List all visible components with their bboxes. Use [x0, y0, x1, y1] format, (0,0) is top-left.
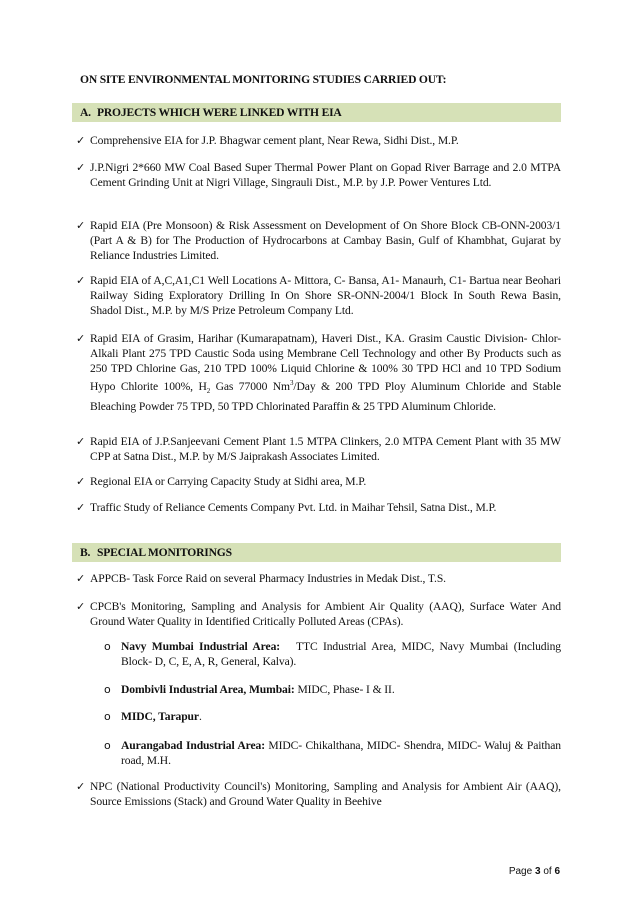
- list-item-text: J.P.Nigri 2*660 MW Coal Based Super Thermal Power Plant on Gopad River Barrage and 2.0 MTPA Cement Grinding Unit at Nigri Village, Singrauli Dist., M.P. by J.P. Power Ventures Ltd.: [90, 161, 561, 189]
- list-item-text: Rapid EIA of J.P.Sanjeevani Cement Plant 1.5 MTPA Clinkers, 2.0 MTPA Cement Plant with 35 MW CPP at Satna Dist., M.P. by M/S Jaiprakash Associates Limited.: [90, 435, 561, 463]
- sub-item-bold: Navy Mumbai Industrial Area:: [121, 640, 281, 653]
- sub-item-text: MIDC- Chikalthana, MIDC- Shendra, MIDC- Waluj & Paithan road, M.H.: [121, 739, 561, 767]
- list-item-text: NPC (National Productivity Council's) Monitoring, Sampling and Analysis for Ambient Air (AAQ), Source Emissions (Stack) and Ground Water Quality in Beehive: [90, 780, 561, 808]
- list-item-text: APPCB- Task Force Raid on several Pharmacy Industries in Medak Dist., T.S.: [90, 572, 446, 585]
- list-item: [76, 779, 561, 809]
- check-icon: ✓: [76, 600, 86, 613]
- check-icon: ✓: [76, 475, 86, 488]
- circle-bullet-icon: o: [104, 710, 111, 723]
- sub-item-bold: MIDC, Tarapur: [121, 710, 199, 723]
- sub-list-item: [104, 639, 564, 669]
- list-item-grasim: [76, 331, 561, 414]
- list-item: [76, 133, 561, 148]
- check-icon: ✓: [76, 332, 86, 345]
- circle-bullet-icon: o: [104, 683, 111, 696]
- check-icon: ✓: [76, 780, 86, 793]
- sub-item-bold: Aurangabad Industrial Area:: [121, 739, 265, 752]
- circle-bullet-icon: o: [104, 739, 111, 752]
- list-item-text: CPCB's Monitoring, Sampling and Analysis for Ambient Air Quality (AAQ), Surface Water And Ground Water Quality in Identified Critically Polluted Areas (CPAs).: [90, 600, 561, 628]
- check-icon: ✓: [76, 134, 86, 147]
- sub-item-text: TTC Industrial Area, MIDC, Navy Mumbai (Including Block- D, C, E, A, R, General, Kalva).: [121, 640, 564, 668]
- page-title: ON SITE ENVIRONMENTAL MONITORING STUDIES CARRIED OUT:: [80, 73, 447, 86]
- sub-list-item: [104, 738, 561, 768]
- circle-bullet-icon: o: [104, 640, 111, 653]
- list-item-text: Regional EIA or Carrying Capacity Study at Sidhi area, M.P.: [90, 475, 367, 488]
- sub-list-item: [104, 709, 561, 724]
- section-b-label: SPECIAL MONITORINGS: [97, 546, 232, 559]
- list-item: [76, 571, 561, 586]
- check-icon: ✓: [76, 274, 86, 287]
- check-icon: ✓: [76, 435, 86, 448]
- section-a-letter: A.: [80, 106, 91, 119]
- list-item: [76, 599, 561, 629]
- list-item-text: Rapid EIA of A,C,A1,C1 Well Locations A- Mittora, C- Bansa, A1- Manaurh, C1- Bartua near Beohari Railway Siding Exploratory Drilling In On Shore SR-ONN-2004/1 Block In South Rewa Basin, Shadol Dist., M.P. by M/S Prize Petroleum Company Ltd.: [90, 274, 561, 317]
- check-icon: ✓: [76, 501, 86, 514]
- section-a-label: PROJECTS WHICH WERE LINKED WITH EIA: [97, 106, 342, 119]
- list-item: [76, 218, 561, 263]
- list-item: [76, 500, 561, 515]
- list-item: [76, 474, 561, 489]
- list-item-text: Traffic Study of Reliance Cements Company Pvt. Ltd. in Maihar Tehsil, Satna Dist., M.P.: [90, 501, 497, 514]
- check-icon: ✓: [76, 572, 86, 585]
- list-item: [76, 273, 561, 318]
- check-icon: ✓: [76, 161, 86, 174]
- check-icon: ✓: [76, 219, 86, 232]
- list-item-text: Rapid EIA of Grasim, Harihar (Kumarapatnam), Haveri Dist., KA. Grasim Caustic Division- Chlor- Alkali Plant 275 TPD Caustic Soda using Membrane Cell Technology and other By Products such as 250 TPD Chlorine Gas, 210 TPD 100% Liquid Chlorine & 100% 30 TPD HCl and 10 TPD Sodium Hypo Chlorite 100%, $H_2$ Gas 77000 Nm$^3$/Day & 200 TPD Ploy Aluminum Chloride and Stable Bleaching Powder 75 TPD, 50 TPD Chlorinated Paraffin & 25 TPD Aluminum Chloride.: [90, 332, 561, 414]
- section-b-heading: [72, 543, 561, 562]
- list-item-text: Rapid EIA (Pre Monsoon) & Risk Assessment on Development of On Shore Block CB-ONN-2003/1 (Part A & B) for The Production of Hydrocarbons at Cambay Basin, Gulf of Khambhat, Gujarat by Reliance Industries Limited.: [90, 219, 561, 262]
- list-item-text: Comprehensive EIA for J.P. Bhagwar cement plant, Near Rewa, Sidhi Dist., M.P.: [90, 134, 459, 147]
- sub-item-bold: Dombivli Industrial Area, Mumbai:: [121, 683, 295, 696]
- list-item: [76, 160, 561, 190]
- page-number: Page 3 of 6: [508, 866, 560, 877]
- section-b-letter: B.: [80, 546, 91, 559]
- sub-item-text: .: [198, 710, 202, 723]
- sub-list-item: [104, 682, 561, 697]
- list-item: [76, 434, 561, 464]
- section-a-heading: [72, 103, 561, 122]
- sub-item-text: MIDC, Phase- I & II.: [294, 683, 395, 696]
